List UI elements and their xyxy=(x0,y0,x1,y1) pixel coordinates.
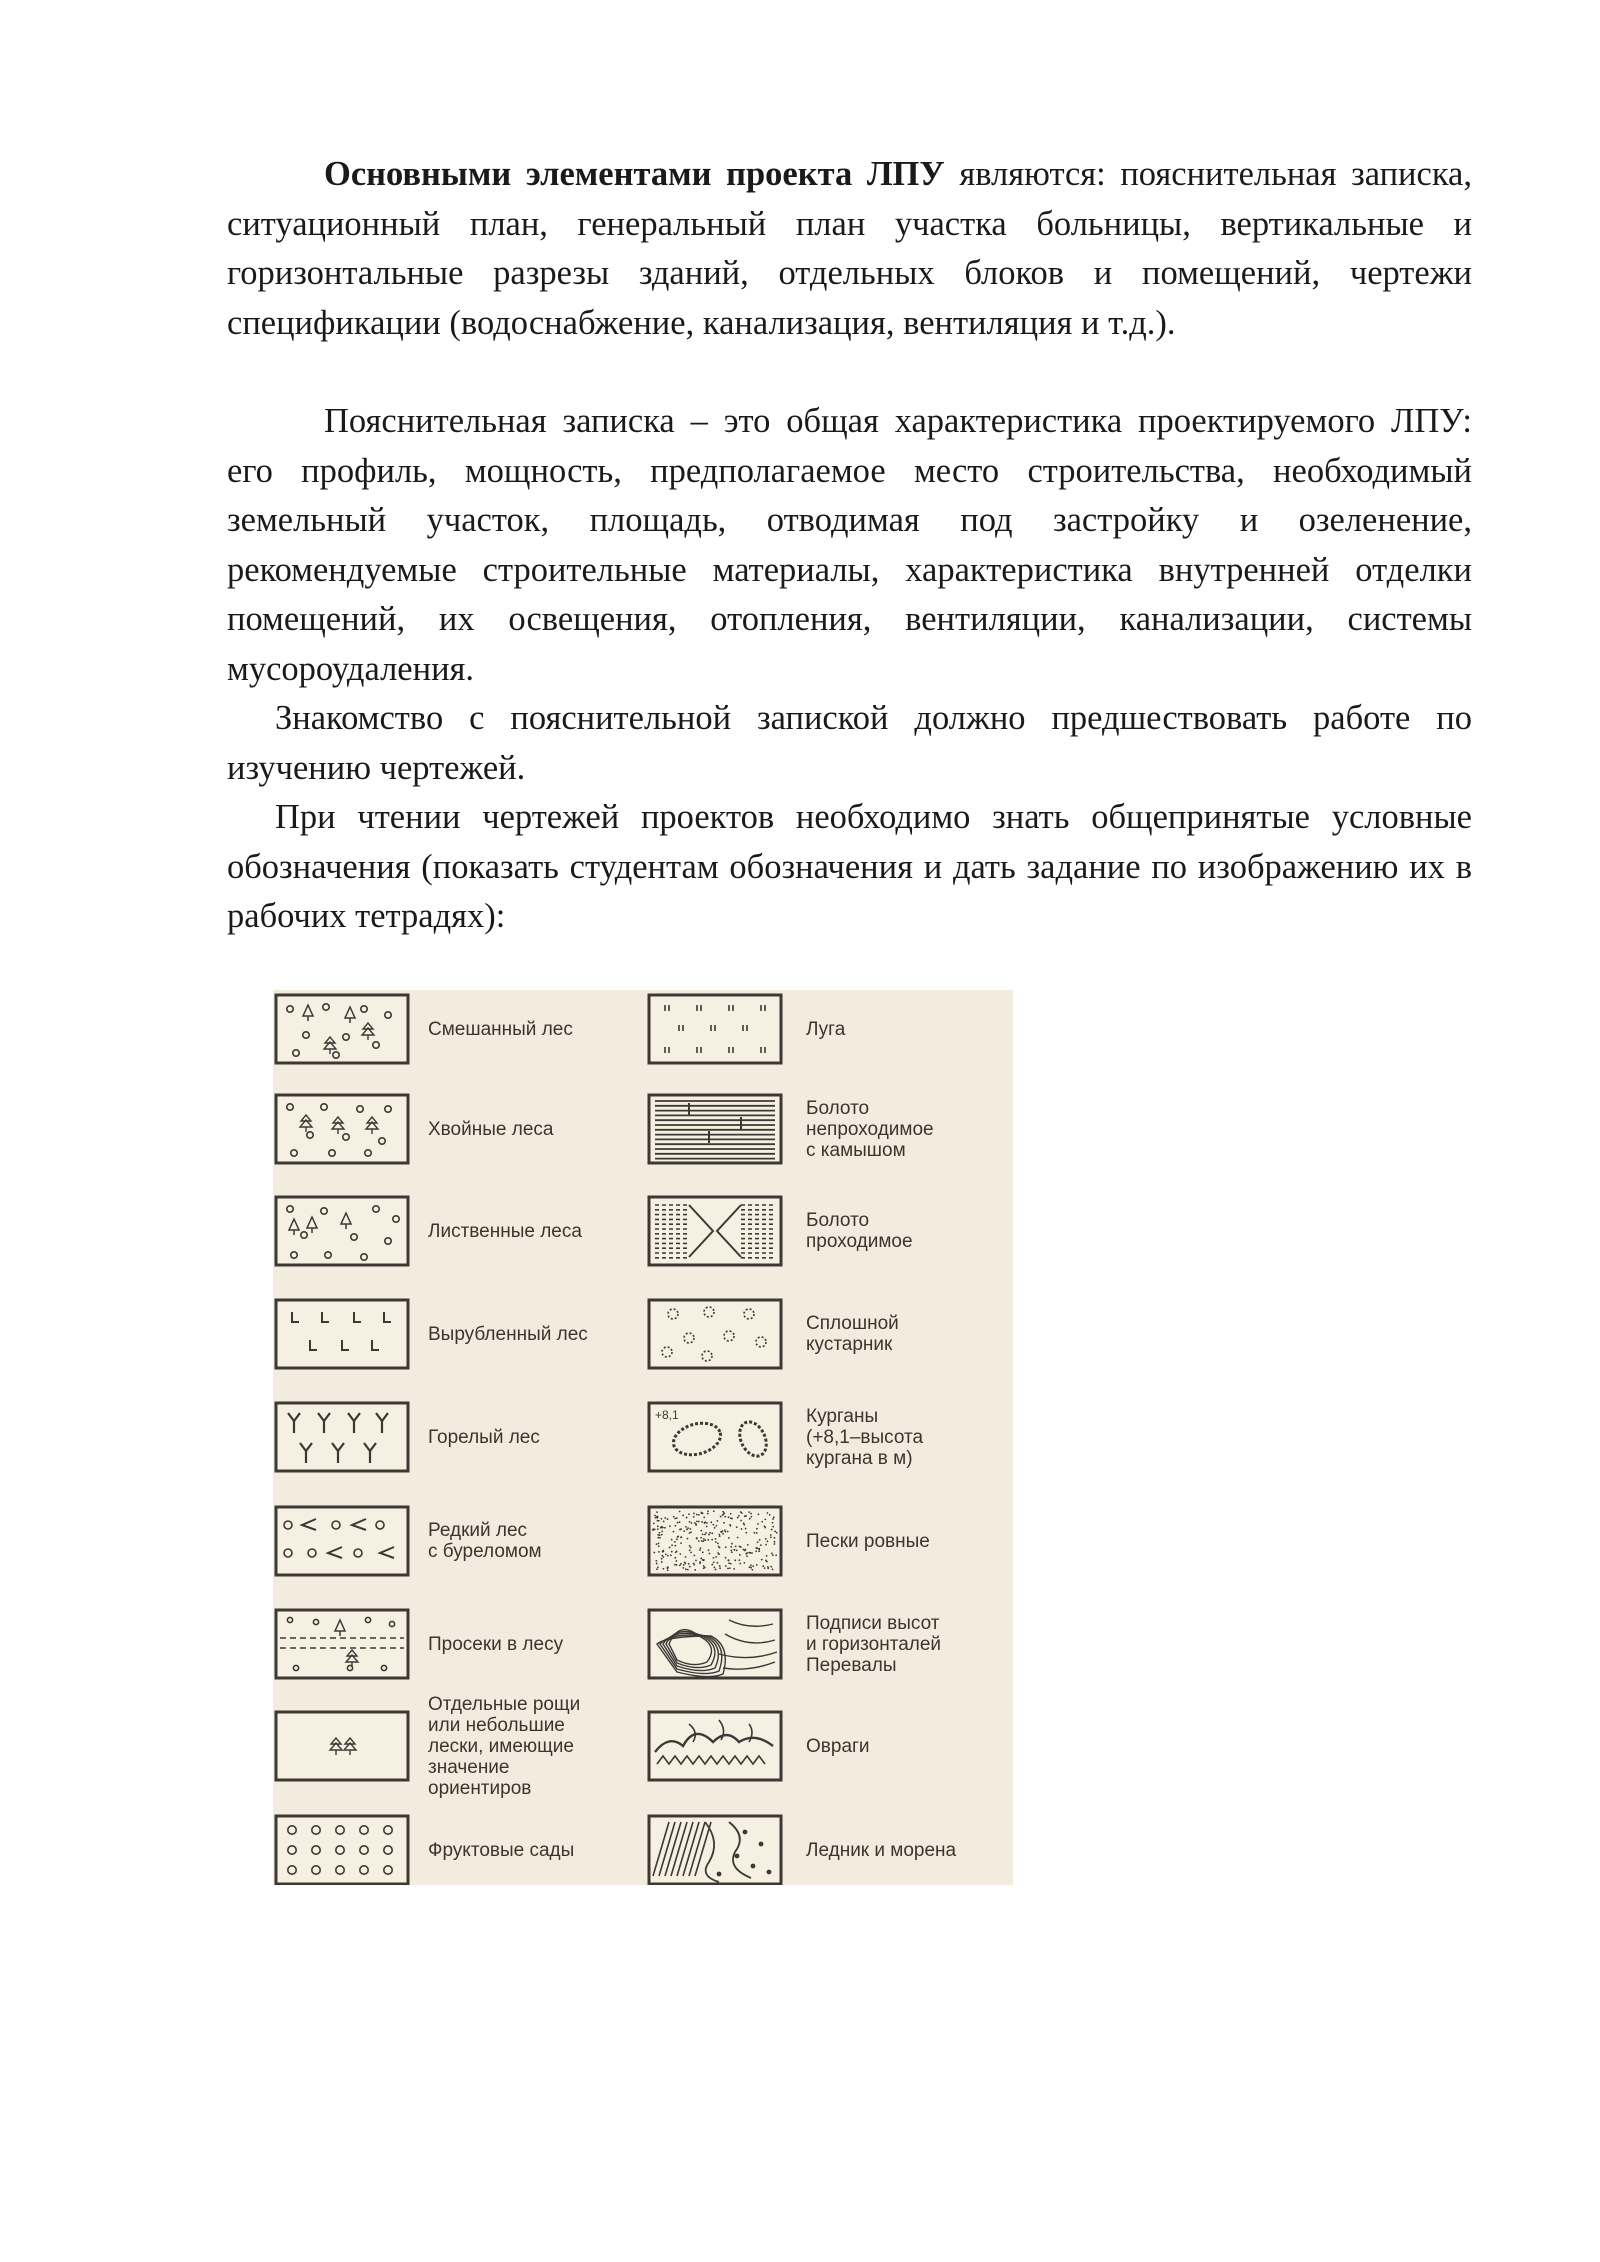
document-body xyxy=(227,150,1472,942)
glacier-moraine-symbol xyxy=(649,1816,781,1884)
right-legend-label-2: Болото непроходимое с камышом xyxy=(806,1097,934,1161)
paragraph-conventional-signs: При чтении чертежей проектов необходимо знать общепринятые условные обозначения (показать студентам обозначения и дать задание по изображению их в рабочих тетрадях): xyxy=(227,798,1472,935)
flat-sands-symbol xyxy=(649,1507,781,1575)
left-legend-label-4: Вырубленный лес xyxy=(428,1323,588,1345)
paragraph-explanatory-note: Пояснительная записка – это общая характеристика проектируемого ЛПУ: его профиль, мощность, предполагаемое место строительства, необходимый земельный участок, площадь, отводимая под застройку и озеленение, рекомендуемые строительные материалы, характеристика внутренней отделки помещений, их освещения, отопления, вентиляции, канализации, системы мусороудаления. xyxy=(227,402,1472,688)
paragraph-familiarization: Знакомство с пояснительной запиской должно предшествовать работе по изучению чертежей. xyxy=(227,699,1472,787)
right-legend-label-3: Болото проходимое xyxy=(806,1210,913,1252)
left-legend-label-7: Просеки в лесу xyxy=(428,1633,564,1655)
left-legend-label-6: Редкий лес с буреломом xyxy=(428,1520,542,1562)
right-legend-label-1: Луга xyxy=(806,1018,846,1040)
paragraph-project-elements xyxy=(227,150,1472,348)
project-elements-heading: Основными элементами проекта ЛПУ xyxy=(324,155,945,193)
cut-forest-symbol xyxy=(276,1300,408,1368)
orchards-symbol xyxy=(276,1816,408,1884)
conventional-signs-legend xyxy=(273,990,1013,1885)
right-legend-label-8: Овраги xyxy=(806,1735,870,1757)
shrubland-symbol xyxy=(649,1300,781,1368)
left-legend-label-9: Фруктовые сады xyxy=(428,1839,575,1861)
mixed-forest-symbol xyxy=(276,995,408,1063)
left-legend-label-2: Хвойные леса xyxy=(428,1118,554,1140)
sparse-forest-windfall-symbol xyxy=(276,1507,408,1575)
groves-landmark-symbol xyxy=(276,1712,408,1780)
right-legend-label-6: Пески ровные xyxy=(806,1530,930,1552)
left-legend-label-3: Лиственные леса xyxy=(428,1220,582,1242)
right-legend-label-7: Подписи высот и горизонталей Перевалы xyxy=(806,1612,942,1676)
ravines-symbol xyxy=(649,1712,781,1780)
right-legend-label-5: Курганы (+8,1–высота кургана в м) xyxy=(806,1405,924,1469)
left-legend-label-5: Горелый лес xyxy=(428,1426,540,1448)
left-legend-label-1: Смешанный лес xyxy=(428,1018,573,1040)
contour-lines-symbol xyxy=(649,1610,781,1678)
barrows-symbol xyxy=(649,1403,781,1471)
burnt-forest-symbol xyxy=(276,1403,408,1471)
meadow-symbol xyxy=(649,995,781,1063)
passable-swamp-symbol xyxy=(649,1197,781,1265)
left-legend-label-8: Отдельные рощи или небольшие лески, имеющие значение ориентиров xyxy=(428,1693,581,1799)
project-elements-text: являются: пояснительная записка, ситуационный план, генеральный план участка больницы, вертикальные и горизонтальные разрезы зданий, отдельных блоков и помещений, чертежи спецификации (водоснабжение, канализация, вентиляция и т.д.). xyxy=(227,155,1472,342)
right-legend-label-9: Ледник и морена xyxy=(806,1839,957,1861)
barrow-height-label: +8,1 xyxy=(655,1408,679,1422)
impassable-swamp-symbol xyxy=(649,1095,781,1163)
deciduous-forest-symbol xyxy=(276,1197,408,1265)
coniferous-forest-symbol xyxy=(276,1095,408,1163)
forest-clearing-symbol xyxy=(276,1610,408,1678)
right-legend-label-4: Сплошной кустарник xyxy=(806,1313,899,1355)
